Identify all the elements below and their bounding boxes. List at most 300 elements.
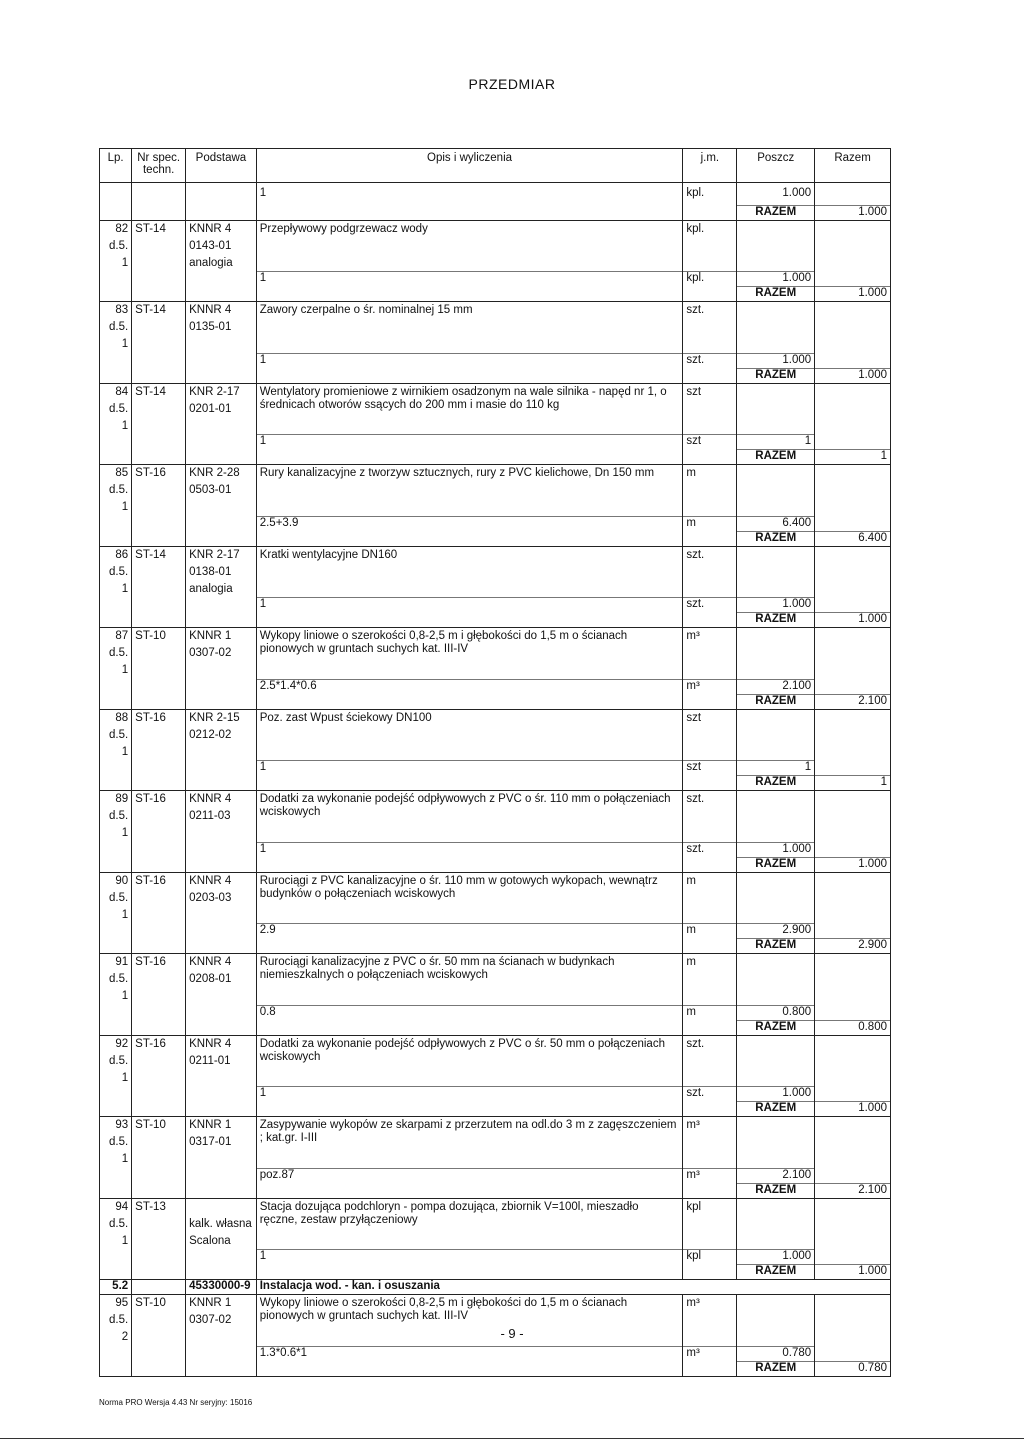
table-header-row bbox=[100, 149, 891, 183]
item-spec: ST-14 bbox=[132, 546, 186, 564]
item-lp: d.5. bbox=[100, 401, 132, 418]
razem-value: 1.000 bbox=[815, 368, 891, 383]
item-unit bbox=[683, 499, 737, 516]
razem-label: RAZEM bbox=[737, 1265, 815, 1280]
calc-poszcz: 1.000 bbox=[737, 842, 815, 857]
item-spec bbox=[132, 907, 186, 924]
table-row bbox=[100, 205, 891, 220]
item-unit bbox=[683, 744, 737, 761]
table-row bbox=[100, 1265, 891, 1280]
item-spec: ST-16 bbox=[132, 872, 186, 890]
razem-label: RAZEM bbox=[737, 776, 815, 791]
item-podstawa: 0317-01 bbox=[186, 1134, 257, 1151]
item-lp: 1 bbox=[100, 1233, 132, 1250]
item-description: Rury kanalizacyjne z tworzyw sztucznych, rury z PVC kielichowe, Dn 150 mm bbox=[256, 465, 683, 517]
item-unit bbox=[683, 907, 737, 924]
item-podstawa: KNNR 4 bbox=[186, 872, 257, 890]
table-row bbox=[100, 694, 891, 709]
item-lp: d.5. bbox=[100, 564, 132, 581]
item-spec bbox=[132, 581, 186, 598]
table-row bbox=[100, 1117, 891, 1135]
calc-expression: 1 bbox=[256, 435, 683, 450]
item-spec: ST-14 bbox=[132, 383, 186, 401]
item-description: Kratki wentylacyjne DN160 bbox=[256, 546, 683, 598]
razem-label: RAZEM bbox=[737, 1102, 815, 1117]
item-lp: 1 bbox=[100, 581, 132, 598]
item-unit bbox=[683, 238, 737, 255]
calc-expression: 1 bbox=[256, 842, 683, 857]
item-description: Poz. zast Wpust ściekowy DN100 bbox=[256, 709, 683, 761]
item-podstawa: KNR 2-28 bbox=[186, 465, 257, 483]
calc-poszcz: 1 bbox=[737, 435, 815, 450]
calc-unit: kpl bbox=[683, 1250, 737, 1265]
item-spec bbox=[132, 645, 186, 662]
calc-poszcz: 2.100 bbox=[737, 679, 815, 694]
item-unit bbox=[683, 1151, 737, 1168]
razem-value: 6.400 bbox=[815, 531, 891, 546]
calc-expression: 1 bbox=[256, 761, 683, 776]
item-spec bbox=[132, 808, 186, 825]
item-unit bbox=[683, 645, 737, 662]
item-lp: 1 bbox=[100, 744, 132, 761]
item-unit: szt bbox=[683, 709, 737, 727]
calc-poszcz: 1.000 bbox=[737, 353, 815, 368]
item-unit: szt. bbox=[683, 302, 737, 320]
razem-label: RAZEM bbox=[737, 205, 815, 220]
item-description: Dodatki za wykonanie podejść odpływowych z PVC o śr. 50 mm o połączeniach wciskowych bbox=[256, 1035, 683, 1087]
item-lp: 91 bbox=[100, 954, 132, 972]
razem-label: RAZEM bbox=[737, 450, 815, 465]
item-podstawa: 0503-01 bbox=[186, 482, 257, 499]
table-row bbox=[100, 872, 891, 890]
razem-value: 1.000 bbox=[815, 1102, 891, 1117]
item-podstawa bbox=[186, 988, 257, 1005]
calc-expression: 1.3*0.6*1 bbox=[256, 1346, 683, 1361]
item-description: Dodatki za wykonanie podejść odpływowych z PVC o śr. 110 mm o połączeniach wciskowych bbox=[256, 791, 683, 843]
calc-unit: szt. bbox=[683, 598, 737, 613]
item-unit: szt. bbox=[683, 546, 737, 564]
item-unit bbox=[683, 418, 737, 435]
item-podstawa: KNR 2-17 bbox=[186, 546, 257, 564]
item-lp: d.5. bbox=[100, 1216, 132, 1233]
razem-value: 2.100 bbox=[815, 1183, 891, 1198]
item-spec bbox=[132, 418, 186, 435]
table-row bbox=[100, 842, 891, 857]
item-spec: ST-16 bbox=[132, 1035, 186, 1053]
item-description: Wentylatory promieniowe z wirnikiem osadzonym na wale silnika - napęd nr 1, o średnicach otworów ssących do 200 mm i masie do 110 kg bbox=[256, 383, 683, 435]
item-lp: 82 bbox=[100, 220, 132, 238]
razem-value: 1.000 bbox=[815, 857, 891, 872]
razem-value: 1.000 bbox=[815, 205, 891, 220]
item-unit bbox=[683, 1070, 737, 1087]
item-spec: ST-10 bbox=[132, 1295, 186, 1313]
item-lp: 94 bbox=[100, 1198, 132, 1216]
item-spec: ST-14 bbox=[132, 220, 186, 238]
table-row bbox=[100, 924, 891, 939]
item-podstawa: KNR 2-15 bbox=[186, 709, 257, 727]
item-podstawa: 0211-01 bbox=[186, 1053, 257, 1070]
item-description: Stacja dozująca podchloryn - pompa dozująca, zbiornik V=100l, mieszadło ręczne, zestaw przyłączeniowy bbox=[256, 1198, 683, 1250]
table-row bbox=[100, 546, 891, 564]
item-podstawa: 0307-02 bbox=[186, 1312, 257, 1329]
item-podstawa bbox=[186, 825, 257, 842]
item-lp: 87 bbox=[100, 628, 132, 646]
item-unit: m bbox=[683, 465, 737, 483]
item-unit bbox=[683, 482, 737, 499]
calc-poszcz: 1.000 bbox=[737, 183, 815, 206]
software-footer: Norma PRO Wersja 4.43 Nr seryjny: 15016 bbox=[99, 1398, 253, 1407]
section-name: Instalacja wod. - kan. i osuszania bbox=[256, 1280, 890, 1295]
table-row bbox=[100, 435, 891, 450]
table-row bbox=[100, 1250, 891, 1265]
razem-value: 2.900 bbox=[815, 939, 891, 954]
razem-value: 0.780 bbox=[815, 1361, 891, 1376]
table-row bbox=[100, 1183, 891, 1198]
item-unit: kpl. bbox=[683, 220, 737, 238]
calc-poszcz: 6.400 bbox=[737, 516, 815, 531]
razem-label: RAZEM bbox=[737, 1361, 815, 1376]
item-lp: d.5. bbox=[100, 890, 132, 907]
item-unit bbox=[683, 336, 737, 353]
table-row bbox=[100, 272, 891, 287]
calc-unit: m bbox=[683, 516, 737, 531]
item-lp: d.5. bbox=[100, 319, 132, 336]
razem-value: 1.000 bbox=[815, 613, 891, 628]
item-unit: szt. bbox=[683, 791, 737, 809]
item-podstawa bbox=[186, 907, 257, 924]
header-opis: Opis i wyliczenia bbox=[256, 149, 683, 183]
razem-label: RAZEM bbox=[737, 939, 815, 954]
calc-expression: 1 bbox=[256, 272, 683, 287]
item-lp: d.5. bbox=[100, 1312, 132, 1329]
item-podstawa: analogia bbox=[186, 581, 257, 598]
item-podstawa: Scalona bbox=[186, 1233, 257, 1250]
item-lp: 1 bbox=[100, 662, 132, 679]
item-podstawa: 0201-01 bbox=[186, 401, 257, 418]
section-lp: 5.2 bbox=[100, 1280, 132, 1295]
item-lp: 85 bbox=[100, 465, 132, 483]
item-spec bbox=[132, 662, 186, 679]
table-row bbox=[100, 613, 891, 628]
item-spec: ST-16 bbox=[132, 791, 186, 809]
razem-label: RAZEM bbox=[737, 613, 815, 628]
item-unit bbox=[683, 255, 737, 272]
calc-unit: szt. bbox=[683, 1087, 737, 1102]
calc-expression: 2.9 bbox=[256, 924, 683, 939]
item-description: Przepływowy podgrzewacz wody bbox=[256, 220, 683, 272]
item-podstawa: 0138-01 bbox=[186, 564, 257, 581]
item-spec bbox=[132, 336, 186, 353]
item-podstawa: analogia bbox=[186, 255, 257, 272]
razem-label: RAZEM bbox=[737, 694, 815, 709]
table-row bbox=[100, 183, 891, 206]
calc-unit: m³ bbox=[683, 1346, 737, 1361]
item-lp: 93 bbox=[100, 1117, 132, 1135]
item-lp: 1 bbox=[100, 255, 132, 272]
table-row bbox=[100, 516, 891, 531]
item-description: Wykopy liniowe o szerokości 0,8-2,5 m i głębokości do 1,5 m o ścianach pionowych w gruntach suchych kat. III-IV bbox=[256, 1295, 683, 1347]
item-lp: 84 bbox=[100, 383, 132, 401]
item-unit bbox=[683, 971, 737, 988]
item-spec bbox=[132, 255, 186, 272]
table-row bbox=[100, 679, 891, 694]
item-lp: 1 bbox=[100, 1070, 132, 1087]
razem-label: RAZEM bbox=[737, 368, 815, 383]
razem-label: RAZEM bbox=[737, 1183, 815, 1198]
item-lp: d.5. bbox=[100, 238, 132, 255]
item-podstawa: KNNR 4 bbox=[186, 954, 257, 972]
calc-poszcz: 0.800 bbox=[737, 1005, 815, 1020]
item-spec: ST-10 bbox=[132, 628, 186, 646]
item-unit bbox=[683, 1053, 737, 1070]
item-lp: d.5. bbox=[100, 808, 132, 825]
razem-value: 1 bbox=[815, 450, 891, 465]
table-row bbox=[100, 776, 891, 791]
item-unit: m bbox=[683, 872, 737, 890]
item-unit bbox=[683, 662, 737, 679]
table-row bbox=[100, 761, 891, 776]
section-row bbox=[100, 1280, 891, 1295]
item-unit: m³ bbox=[683, 1117, 737, 1135]
item-unit bbox=[683, 808, 737, 825]
calc-poszcz: 2.100 bbox=[737, 1168, 815, 1183]
calc-poszcz: 1.000 bbox=[737, 1250, 815, 1265]
item-podstawa: KNNR 1 bbox=[186, 1117, 257, 1135]
calc-unit: szt. bbox=[683, 353, 737, 368]
table-row bbox=[100, 287, 891, 302]
item-podstawa bbox=[186, 418, 257, 435]
header-jm: j.m. bbox=[683, 149, 737, 183]
przedmiar-table bbox=[99, 148, 891, 1377]
item-podstawa: 0208-01 bbox=[186, 971, 257, 988]
razem-value: 1 bbox=[815, 776, 891, 791]
header-razem: Razem bbox=[815, 149, 891, 183]
item-lp: 92 bbox=[100, 1035, 132, 1053]
item-unit bbox=[683, 825, 737, 842]
item-spec: ST-16 bbox=[132, 465, 186, 483]
table-row bbox=[100, 1295, 891, 1313]
item-spec bbox=[132, 971, 186, 988]
item-spec: ST-16 bbox=[132, 709, 186, 727]
item-spec bbox=[132, 1134, 186, 1151]
item-lp: 1 bbox=[100, 988, 132, 1005]
item-spec bbox=[132, 319, 186, 336]
item-spec bbox=[132, 499, 186, 516]
item-unit bbox=[683, 401, 737, 418]
item-lp: d.5. bbox=[100, 1134, 132, 1151]
item-podstawa bbox=[186, 1151, 257, 1168]
table-row bbox=[100, 709, 891, 727]
item-description: Rurociągi kanalizacyjne z PVC o śr. 50 mm na ścianach w budynkach niemieszkalnych o połączeniach wciskowych bbox=[256, 954, 683, 1006]
item-description: Zawory czerpalne o śr. nominalnej 15 mm bbox=[256, 302, 683, 354]
calc-poszcz: 1.000 bbox=[737, 598, 815, 613]
item-podstawa bbox=[186, 662, 257, 679]
table-row bbox=[100, 450, 891, 465]
item-podstawa: 0307-02 bbox=[186, 645, 257, 662]
item-lp: d.5. bbox=[100, 971, 132, 988]
item-spec bbox=[132, 988, 186, 1005]
calc-expression: 1 bbox=[256, 1087, 683, 1102]
item-podstawa: KNNR 4 bbox=[186, 1035, 257, 1053]
item-lp: 1 bbox=[100, 825, 132, 842]
calc-poszcz: 1.000 bbox=[737, 1087, 815, 1102]
calc-expression: poz.87 bbox=[256, 1168, 683, 1183]
item-lp: 89 bbox=[100, 791, 132, 809]
item-lp: 86 bbox=[100, 546, 132, 564]
table-row bbox=[100, 857, 891, 872]
razem-label: RAZEM bbox=[737, 287, 815, 302]
item-lp: 1 bbox=[100, 336, 132, 353]
item-spec bbox=[132, 1233, 186, 1250]
item-lp: d.5. bbox=[100, 727, 132, 744]
table-row bbox=[100, 353, 891, 368]
item-unit: m³ bbox=[683, 628, 737, 646]
item-podstawa bbox=[186, 1198, 257, 1216]
item-spec bbox=[132, 401, 186, 418]
table-row bbox=[100, 598, 891, 613]
item-unit: szt. bbox=[683, 1035, 737, 1053]
item-spec bbox=[132, 238, 186, 255]
item-spec bbox=[132, 825, 186, 842]
item-spec bbox=[132, 1070, 186, 1087]
footer-divider bbox=[0, 1438, 1024, 1439]
item-podstawa: 0211-03 bbox=[186, 808, 257, 825]
calc-unit: kpl. bbox=[683, 272, 737, 287]
table-row bbox=[100, 1087, 891, 1102]
item-description: Rurociągi z PVC kanalizacyjne o śr. 110 mm w gotowych wykopach, wewnątrz budynków o połączeniach wciskowych bbox=[256, 872, 683, 924]
table-row bbox=[100, 1035, 891, 1053]
item-podstawa: KNNR 1 bbox=[186, 1295, 257, 1313]
calc-expression: 1 bbox=[256, 183, 683, 206]
table-row bbox=[100, 465, 891, 483]
page-number: - 9 - bbox=[500, 1326, 524, 1341]
item-unit bbox=[683, 988, 737, 1005]
item-podstawa bbox=[186, 1070, 257, 1087]
item-unit bbox=[683, 319, 737, 336]
calc-unit: kpl. bbox=[683, 183, 737, 206]
table-row bbox=[100, 383, 891, 401]
item-podstawa: 0203-03 bbox=[186, 890, 257, 907]
item-spec bbox=[132, 1216, 186, 1233]
item-lp: d.5. bbox=[100, 645, 132, 662]
item-spec bbox=[132, 564, 186, 581]
table-row bbox=[100, 1005, 891, 1020]
item-unit bbox=[683, 727, 737, 744]
item-podstawa: KNNR 1 bbox=[186, 628, 257, 646]
table-row bbox=[100, 1020, 891, 1035]
table-row bbox=[100, 1102, 891, 1117]
item-podstawa: kalk. własna bbox=[186, 1216, 257, 1233]
item-podstawa: KNR 2-17 bbox=[186, 383, 257, 401]
item-podstawa: KNNR 4 bbox=[186, 302, 257, 320]
item-spec: ST-10 bbox=[132, 1117, 186, 1135]
table-row bbox=[100, 791, 891, 809]
razem-value: 0.800 bbox=[815, 1020, 891, 1035]
calc-expression: 1 bbox=[256, 1250, 683, 1265]
calc-unit: szt. bbox=[683, 842, 737, 857]
item-podstawa: 0143-01 bbox=[186, 238, 257, 255]
section-code: 45330000-9 bbox=[186, 1280, 257, 1295]
item-podstawa bbox=[186, 336, 257, 353]
item-spec bbox=[132, 727, 186, 744]
table-row bbox=[100, 954, 891, 972]
item-unit bbox=[683, 890, 737, 907]
razem-value: 1.000 bbox=[815, 1265, 891, 1280]
razem-value: 2.100 bbox=[815, 694, 891, 709]
razem-value: 1.000 bbox=[815, 287, 891, 302]
item-spec bbox=[132, 744, 186, 761]
item-unit: m³ bbox=[683, 1295, 737, 1313]
calc-expression: 1 bbox=[256, 598, 683, 613]
table-row bbox=[100, 368, 891, 383]
calc-expression: 0.8 bbox=[256, 1005, 683, 1020]
item-podstawa: 0212-02 bbox=[186, 727, 257, 744]
item-unit: m bbox=[683, 954, 737, 972]
item-lp: 83 bbox=[100, 302, 132, 320]
item-lp: 88 bbox=[100, 709, 132, 727]
razem-label: RAZEM bbox=[737, 531, 815, 546]
table-row bbox=[100, 1198, 891, 1216]
header-poszcz: Poszcz bbox=[737, 149, 815, 183]
item-lp: 1 bbox=[100, 499, 132, 516]
header-podstawa: Podstawa bbox=[186, 149, 257, 183]
item-spec: ST-16 bbox=[132, 954, 186, 972]
item-lp: d.5. bbox=[100, 482, 132, 499]
table-row bbox=[100, 1361, 891, 1376]
calc-expression: 1 bbox=[256, 353, 683, 368]
item-spec: ST-13 bbox=[132, 1198, 186, 1216]
calc-unit: m³ bbox=[683, 1168, 737, 1183]
calc-poszcz: 1.000 bbox=[737, 272, 815, 287]
calc-expression: 2.5*1.4*0.6 bbox=[256, 679, 683, 694]
item-description: Wykopy liniowe o szerokości 0,8-2,5 m i głębokości do 1,5 m o ścianach pionowych w gruntach suchych kat. III-IV bbox=[256, 628, 683, 680]
calc-expression: 2.5+3.9 bbox=[256, 516, 683, 531]
table-row bbox=[100, 531, 891, 546]
item-podstawa bbox=[186, 499, 257, 516]
razem-label: RAZEM bbox=[737, 857, 815, 872]
calc-unit: m bbox=[683, 1005, 737, 1020]
item-lp: 1 bbox=[100, 1151, 132, 1168]
razem-label: RAZEM bbox=[737, 1020, 815, 1035]
item-lp: 1 bbox=[100, 907, 132, 924]
item-podstawa: KNNR 4 bbox=[186, 791, 257, 809]
item-lp: 2 bbox=[100, 1329, 132, 1346]
calc-poszcz: 1 bbox=[737, 761, 815, 776]
table-row bbox=[100, 1168, 891, 1183]
item-unit bbox=[683, 564, 737, 581]
item-lp: 90 bbox=[100, 872, 132, 890]
item-lp: d.5. bbox=[100, 1053, 132, 1070]
item-description: Zasypywanie wykopów ze skarpami z przerzutem na odl.do 3 m z zagęszczeniem ; kat.gr. I-III bbox=[256, 1117, 683, 1169]
item-lp: 1 bbox=[100, 418, 132, 435]
item-podstawa: 0135-01 bbox=[186, 319, 257, 336]
calc-unit: szt bbox=[683, 435, 737, 450]
table-row bbox=[100, 302, 891, 320]
calc-poszcz: 0.780 bbox=[737, 1346, 815, 1361]
calc-poszcz: 2.900 bbox=[737, 924, 815, 939]
item-unit bbox=[683, 581, 737, 598]
item-unit bbox=[683, 1233, 737, 1250]
table-row bbox=[100, 628, 891, 646]
item-spec: ST-14 bbox=[132, 302, 186, 320]
item-unit bbox=[683, 1216, 737, 1233]
table-row bbox=[100, 1346, 891, 1361]
item-unit: kpl bbox=[683, 1198, 737, 1216]
calc-unit: szt bbox=[683, 761, 737, 776]
item-podstawa: KNNR 4 bbox=[186, 220, 257, 238]
item-spec bbox=[132, 482, 186, 499]
page-title: PRZEDMIAR bbox=[468, 76, 556, 92]
